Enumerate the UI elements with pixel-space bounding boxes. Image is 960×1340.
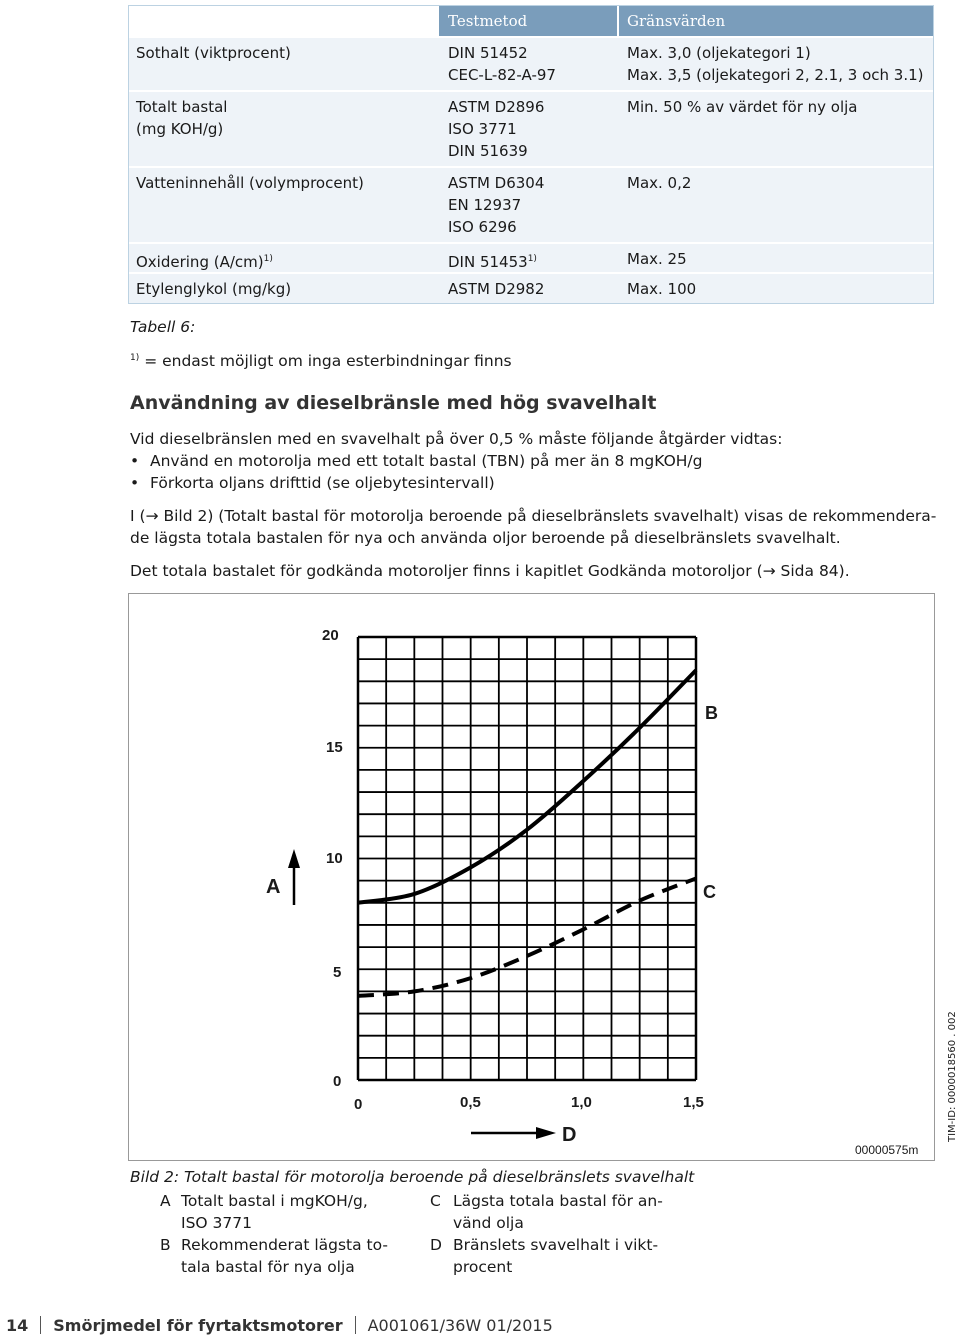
bullet: • [130,474,140,492]
legend-key: B [160,1236,171,1254]
paragraph-line: I (→ Bild 2) (Totalt bastal för motorolja beroende på dieselbränslets svavelhalt) visas de rekommendera- [130,507,937,525]
page-footer [6,1316,553,1335]
legend-text: procent [453,1258,513,1276]
side-code: TIM-ID: 0000018560 . 002 [947,1011,958,1142]
list-item-text: Förkorta oljans drifttid (se oljebytesintervall) [150,474,495,492]
x-arrowhead-icon [536,1127,556,1139]
header-limits: Gränsvärden [619,6,933,36]
footer-title: Smörjmedel för fyrtaktsmotorer [53,1316,343,1335]
row-method: ASTM D6304 EN 12937 ISO 6296 [448,174,545,236]
list-item-text: Använd en motorolja med ett totalt bastal (TBN) på mer än 8 mgKOH/g [150,452,703,470]
y-tick-label: 5 [333,964,342,981]
footer-divider [40,1316,41,1334]
row-method-text: DIN 51453 [448,253,528,271]
y-tick-label: 15 [326,739,343,756]
row-method: ASTM D2982 [448,280,545,298]
chart-grid [358,637,696,1080]
legend-text: Rekommenderat lägsta to- [181,1236,388,1254]
row-property: Totalt bastal (mg KOH/g) [136,98,228,138]
legend-text: ISO 3771 [181,1214,252,1232]
figure-caption: Bild 2: Totalt bastal för motorolja beroende på dieselbränslets svavelhalt [130,1168,695,1186]
row-method: ASTM D2896 ISO 3771 DIN 51639 [448,98,545,160]
footnote-mark: 1) [130,353,140,363]
x-tick-label: 0,5 [460,1094,481,1111]
row-property: Etylenglykol (mg/kg) [136,280,292,298]
y-arrowhead-icon [288,849,300,868]
y-tick-label: 10 [326,850,343,867]
x-axis-label: D [562,1124,577,1146]
row-limit: Max. 25 [627,250,687,268]
row-limit: Max. 100 [627,280,697,298]
row-limit: Max. 3,0 (oljekategori 1) Max. 3,5 (oljekategori 2, 2.1, 3 och 3.1) [627,44,924,84]
footer-doc: A001061/36W 01/2015 [367,1316,553,1335]
intro-text: Vid dieselbränslen med en svavelhalt på över 0,5 % måste följande åtgärder vidtas: [130,430,783,448]
y-axis-label: A [266,876,281,898]
footnote-ref: 1) [527,254,537,264]
legend-key: A [160,1192,171,1210]
legend-text: Lägsta totala bastal för an- [453,1192,663,1210]
x-tick-label: 0 [354,1096,363,1113]
row-method: DIN 51452 CEC-L-82-A-97 [448,44,556,84]
bullet: • [130,452,140,470]
y-tick-label: 0 [333,1073,342,1090]
page-number: 14 [6,1316,29,1335]
section-heading: Användning av dieselbränsle med hög svavelhalt [130,392,657,414]
row-property: Vatteninnehåll (volymprocent) [136,174,364,192]
row-limit: Min. 50 % av värdet för ny olja [627,98,858,116]
paragraph: Det totala bastalet för godkända motoroljer finns i kapitlet Godkända motoroljor (→ Sida 84). [130,562,850,580]
header-method: Testmetod [439,6,617,36]
footnote-ref: 1) [263,254,273,264]
legend-text: vänd olja [453,1214,524,1232]
legend-key: C [430,1192,441,1210]
legend-key: D [430,1236,442,1254]
row-property-text: Oxidering (A/cm) [136,253,264,271]
legend-text: Totalt bastal i mgKOH/g, [181,1192,368,1210]
row-property: Sothalt (viktprocent) [136,44,291,62]
image-code: 00000575m [855,1143,919,1157]
curve-label-b: B [705,703,718,723]
paragraph-line: de lägsta totala bastalen för nya och använda oljor beroende på dieselbränslets svavelhalt. [130,529,841,547]
legend-text: tala bastal för nya olja [181,1258,355,1276]
x-tick-label: 1,5 [683,1094,704,1111]
table-caption: Tabell 6: [130,318,196,336]
legend-text: Bränslets svavelhalt i vikt- [453,1236,659,1254]
curve-label-c: C [703,882,716,902]
footer-divider [355,1316,356,1334]
y-tick-label: 20 [322,627,339,644]
row-limit: Max. 0,2 [627,174,692,192]
x-tick-label: 1,0 [571,1094,592,1111]
footnote-text: = endast möjligt om inga esterbindningar finns [144,352,512,370]
